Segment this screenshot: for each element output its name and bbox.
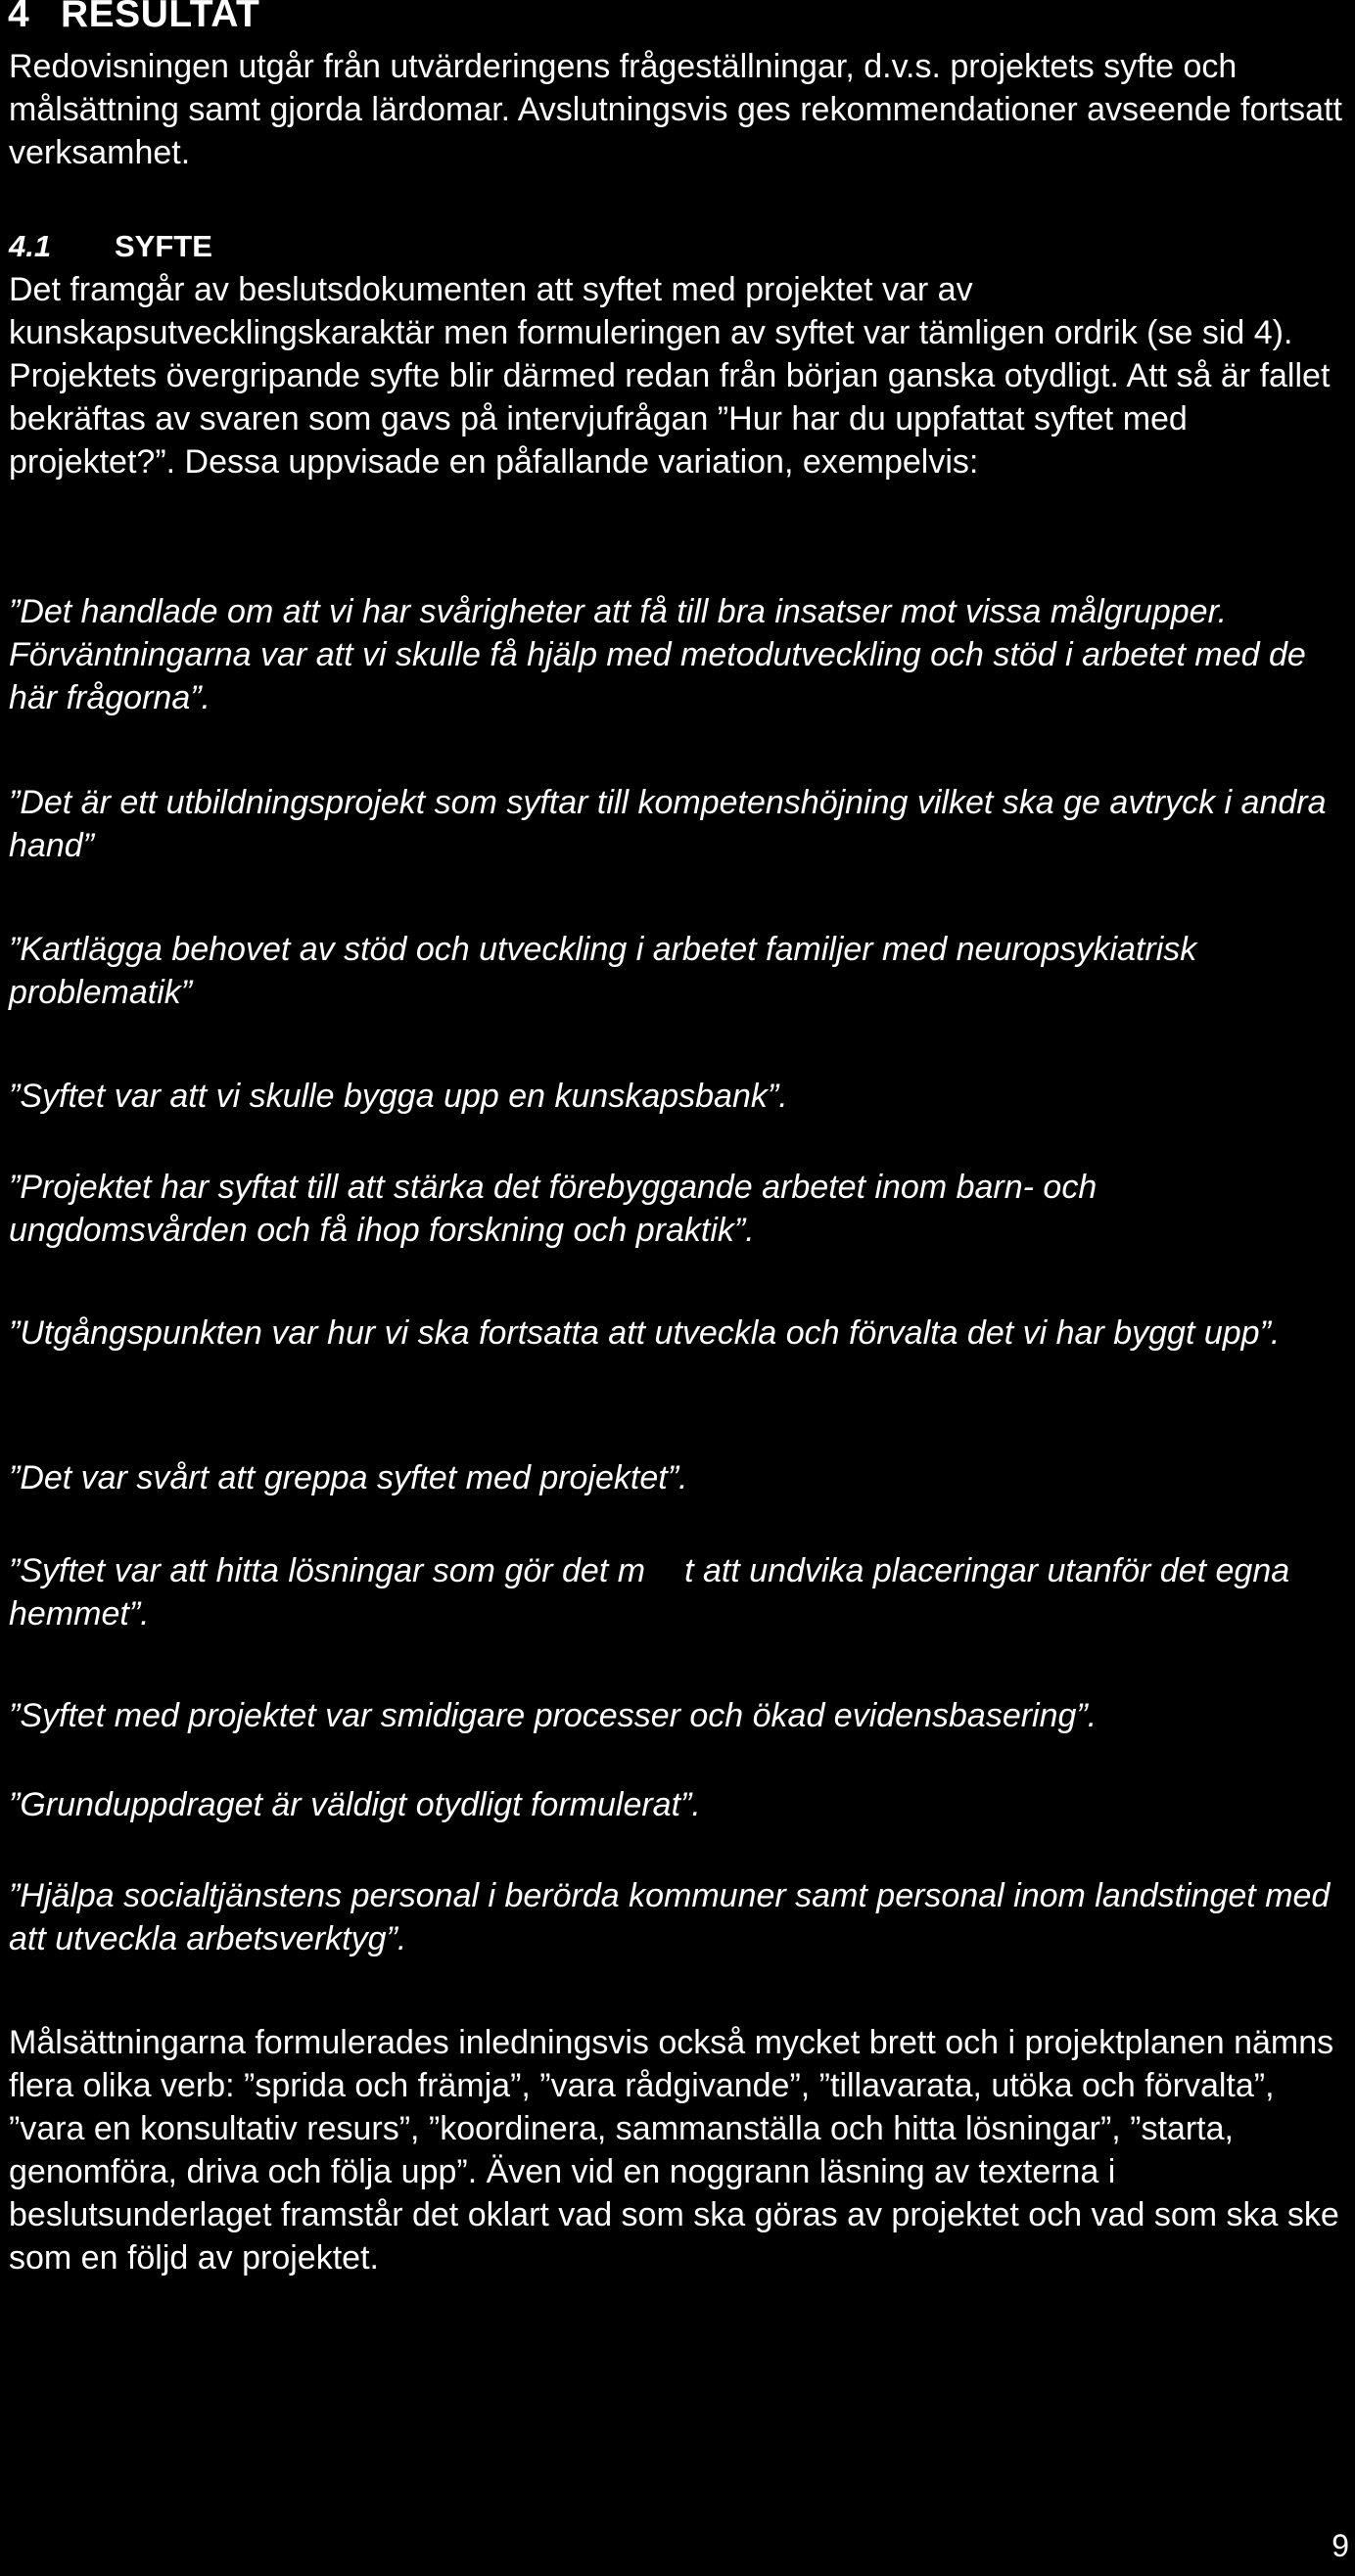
quote: ”Hjälpa socialtjänstens personal i berörda kommuner samt personal inom landstinget med att utveckla arbetsverktyg”. <box>9 1877 1331 1957</box>
quote: ”Kartlägga behovet av stöd och utveckling i arbetet familjer med neuropsykiatrisk problematik” <box>9 931 1197 1011</box>
section-intro: Redovisningen utgår från utvärderingens frågeställningar, d.v.s. projektets syfte och målsättning samt gjorda lärdomar. Avslutningsvis ges rekommendationer avseende fortsatt verksamhet. <box>9 48 1342 171</box>
conclusion-paragraph: Målsättningarna formulerades inledningsvis också mycket brett och i projektplanen nämns flera olika verb: ”sprida och främja”, ”vara rådgivande”, ”tillavarata, utöka och förvalta”, ”vara en konsultativ resurs”, ”koordinera, sammanställa och hitta lösningar”, ”starta, genomföra, driva och följa upp”. Även vid en noggrann läsning av texterna i beslutsunderlaget framstår det oklart vad som ska göras av projektet och vad som ska ske som en följd av projektet. <box>9 2024 1339 2277</box>
quote: ”Utgångspunkten var hur vi ska fortsatta att utveckla och förvalta det vi har byggt upp”. <box>9 1314 1281 1352</box>
quote: ”Syftet var att vi skulle bygga upp en kunskapsbank”. <box>9 1078 788 1115</box>
section-number: 4 <box>8 0 30 35</box>
quote: ”Grunduppdraget är väldigt otydligt formulerat”. <box>9 1786 701 1823</box>
subsection-heading <box>9 227 212 266</box>
subsection-title: SYFTE <box>115 229 212 263</box>
quote: ”Det handlade om att vi har svårigheter att få till bra insatser mot vissa målgrupper. Förväntningarna var att vi skulle få hjälp med metodutveckling och stöd i arbetet med de här frågorna”. <box>9 593 1306 716</box>
subsection-paragraph: Det framgår av beslutsdokumenten att syftet med projektet var av kunskapsutvecklingskaraktär men formuleringen av syftet var tämligen ordrik (se sid 4). Projektets övergripande syfte blir därmed redan från början ganska otydligt. Att så är fallet bekräftas av svaren som gavs på intervjufrågan ”Hur har du uppfattat syftet med projektet?”. Dessa uppvisade en påfallande variation, exempelvis: <box>9 271 1331 481</box>
quote-fragment: t att undvika placeringar utanför det egna hemmet”. <box>9 1552 1290 1633</box>
quote <box>9 1549 1331 1635</box>
quote: ”Syftet med projektet var smidigare processer och ökad evidensbasering”. <box>9 1697 1098 1734</box>
section-title: RESULTAT <box>61 0 260 35</box>
page-number: 9 <box>1332 2528 1349 2563</box>
quote-fragment: ”Syftet var att hitta lösningar som gör det m <box>9 1552 646 1589</box>
quote: ”Det är ett utbildningsprojekt som syftar till kompetenshöjning vilket ska ge avtryck i andra hand” <box>9 784 1327 864</box>
quote: ”Projektet har syftat till att stärka det förebyggande arbetet inom barn- och ungdomsvården och få ihop forskning och praktik”. <box>9 1169 1098 1249</box>
quote: ”Det var svårt att greppa syftet med projektet”. <box>9 1459 688 1496</box>
section-heading <box>8 0 259 37</box>
subsection-number: 4.1 <box>9 229 52 263</box>
